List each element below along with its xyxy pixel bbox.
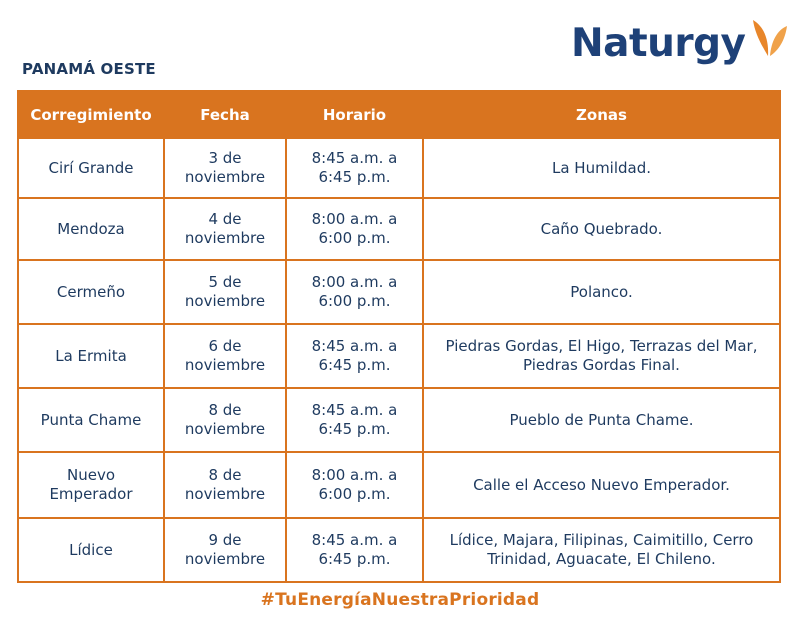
cell-horario: 8:45 a.m. a 6:45 p.m.	[286, 324, 423, 388]
cell-corregimiento: Mendoza	[18, 198, 164, 260]
cell-horario: 8:45 a.m. a 6:45 p.m.	[286, 388, 423, 452]
cell-horario: 8:00 a.m. a 6:00 p.m.	[286, 198, 423, 260]
column-header-zonas: Zonas	[423, 91, 780, 138]
cell-fecha: 4 de noviembre	[164, 198, 286, 260]
table-row	[18, 452, 780, 518]
cell-zonas: Pueblo de Punta Chame.	[423, 388, 780, 452]
table-header-row	[18, 91, 780, 138]
cell-zonas: Caño Quebrado.	[423, 198, 780, 260]
cell-zonas: Lídice, Majara, Filipinas, Caimitillo, Cerro Trinidad, Aguacate, El Chileno.	[423, 518, 780, 582]
region-title: PANAMÁ OESTE	[22, 60, 156, 78]
cell-horario: 8:00 a.m. a 6:00 p.m.	[286, 452, 423, 518]
cell-fecha: 8 de noviembre	[164, 452, 286, 518]
cell-corregimiento: La Ermita	[18, 324, 164, 388]
cell-fecha: 3 de noviembre	[164, 138, 286, 198]
naturgy-logo	[571, 14, 789, 74]
cell-zonas: Piedras Gordas, El Higo, Terrazas del Mar, Piedras Gordas Final.	[423, 324, 780, 388]
cell-horario: 8:45 a.m. a 6:45 p.m.	[286, 518, 423, 582]
cell-corregimiento: Punta Chame	[18, 388, 164, 452]
table-row	[18, 260, 780, 324]
table-row	[18, 138, 780, 198]
column-header-horario: Horario	[286, 91, 423, 138]
cell-zonas: Polanco.	[423, 260, 780, 324]
schedule-table	[17, 90, 781, 583]
butterfly-icon	[747, 16, 789, 62]
cell-zonas: La Humildad.	[423, 138, 780, 198]
cell-corregimiento: Cermeño	[18, 260, 164, 324]
cell-fecha: 9 de noviembre	[164, 518, 286, 582]
logo-text: Naturgy	[571, 21, 746, 66]
column-header-fecha: Fecha	[164, 91, 286, 138]
cell-horario: 8:45 a.m. a 6:45 p.m.	[286, 138, 423, 198]
table-row	[18, 518, 780, 582]
cell-corregimiento: Nuevo Emperador	[18, 452, 164, 518]
hashtag-footer: #TuEnergíaNuestraPrioridad	[260, 590, 540, 610]
cell-fecha: 5 de noviembre	[164, 260, 286, 324]
cell-corregimiento: Cirí Grande	[18, 138, 164, 198]
cell-fecha: 8 de noviembre	[164, 388, 286, 452]
table-row	[18, 198, 780, 260]
table-row	[18, 324, 780, 388]
cell-fecha: 6 de noviembre	[164, 324, 286, 388]
cell-zonas: Calle el Acceso Nuevo Emperador.	[423, 452, 780, 518]
table-row	[18, 388, 780, 452]
cell-horario: 8:00 a.m. a 6:00 p.m.	[286, 260, 423, 324]
column-header-corregimiento: Corregimiento	[18, 91, 164, 138]
cell-corregimiento: Lídice	[18, 518, 164, 582]
